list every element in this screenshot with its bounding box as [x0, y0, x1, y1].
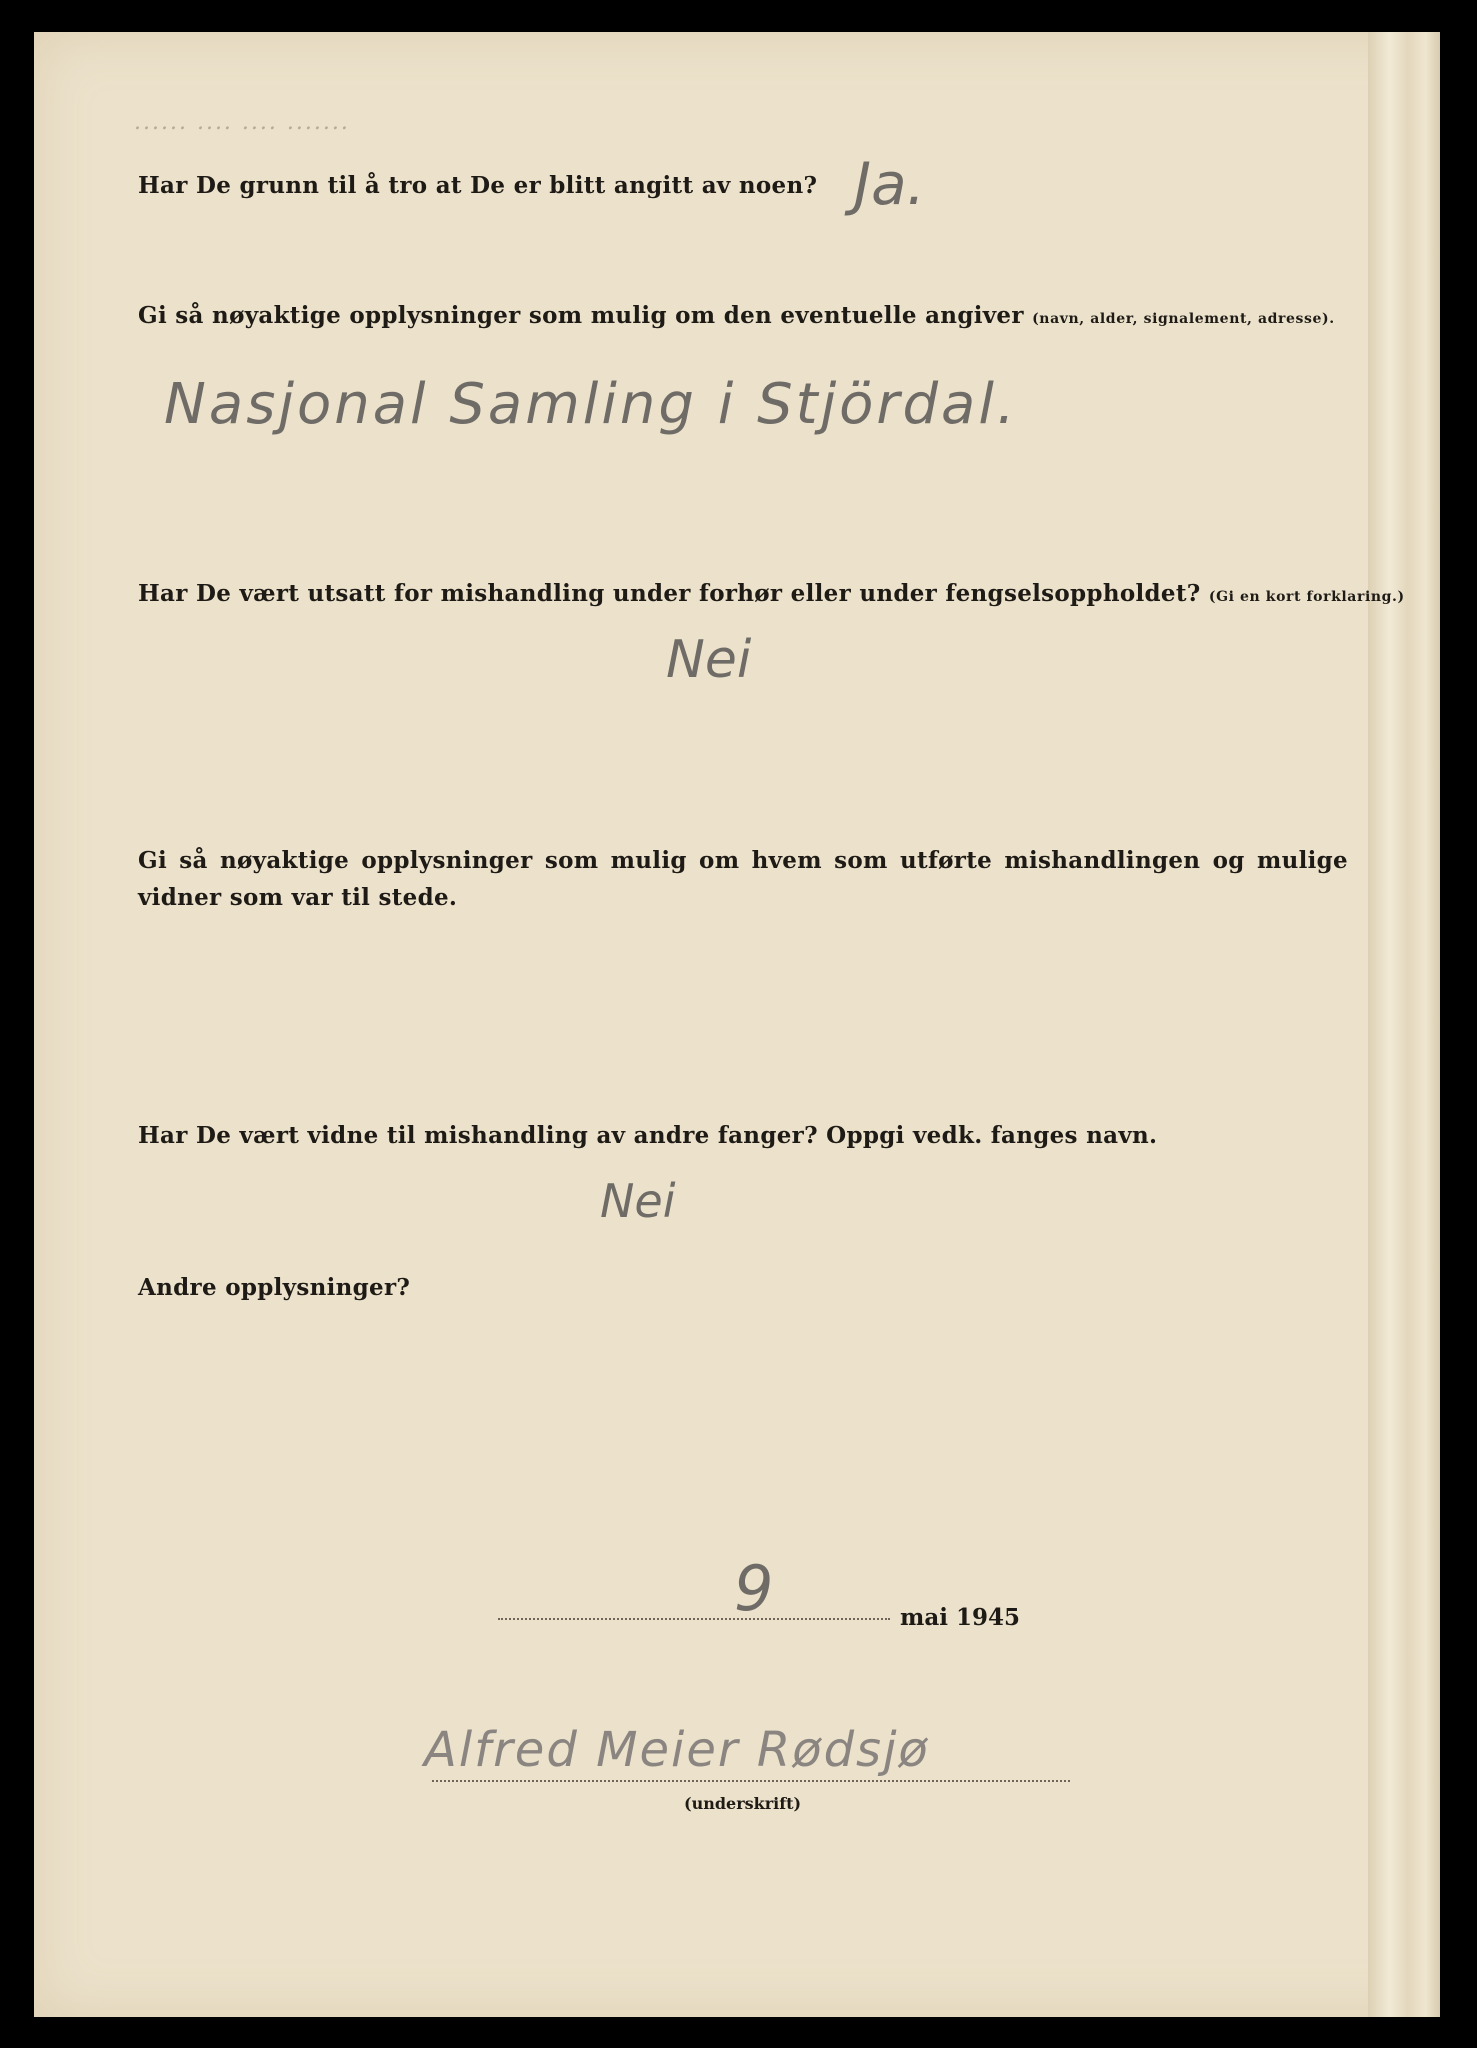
signature-caption: (underskrift) — [684, 1794, 802, 1813]
page-edge — [1368, 32, 1440, 2017]
answer-vidne: Nei — [600, 1174, 676, 1228]
question-vidne: Har De vært vidne til mishandling av andre fanger? Oppgi vedk. fanges navn. — [138, 1122, 1158, 1149]
answer-mishandling: Nei — [666, 630, 752, 690]
question-angiver-main: Gi så nøyaktige opplysninger som mulig om den eventuelle angiver — [138, 302, 1024, 329]
question-angiver — [138, 302, 1335, 329]
question-andre-opplysninger: Andre opplysninger? — [138, 1274, 411, 1301]
signature-handwriting: Alfred Meier Rødsjø — [424, 1722, 930, 1778]
question-mishandling-main: Har De vært utsatt for mishandling under forhør eller under fengselsoppholdet? — [138, 580, 1201, 607]
answer-angiver: Nasjonal Samling i Stjördal. — [164, 372, 1018, 437]
faded-bleedthrough-text: ...... .... .... ....... — [134, 110, 350, 135]
signature-line — [432, 1780, 1070, 1782]
date-day: 9 — [734, 1552, 774, 1625]
question-hvem-utforte: Gi så nøyaktige opplysninger som mulig om hvem som utførte mishandlingen og mulige vidner som var til stede. — [138, 847, 1348, 911]
question-angitt: Har De grunn til å tro at De er blitt angitt av noen? — [138, 172, 818, 199]
question-angiver-note: (navn, alder, signalement, adresse). — [1032, 311, 1335, 327]
document-page — [34, 32, 1440, 2017]
date-line — [498, 1618, 890, 1620]
answer-angitt: Ja. — [854, 150, 926, 218]
date-month-year: mai 1945 — [900, 1604, 1020, 1631]
question-mishandling-note: (Gi en kort forklaring.) — [1208, 589, 1405, 605]
question-mishandling — [138, 580, 1405, 607]
